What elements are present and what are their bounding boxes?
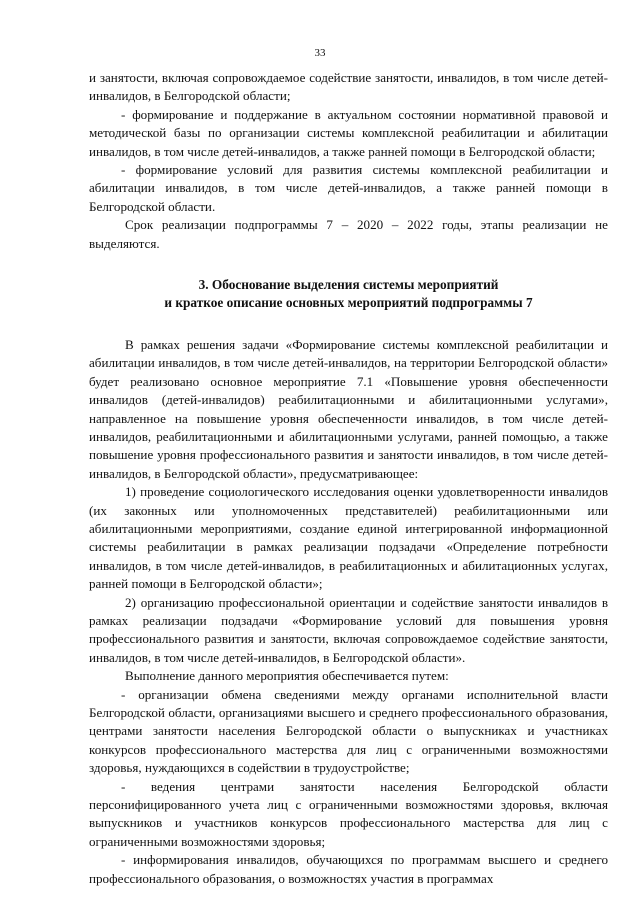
section-heading-line-1: 3. Обоснование выделения системы мероприятий (198, 277, 499, 293)
paragraph-item-2-orientation: 2) организацию профессиональной ориентации и содействие занятости инвалидов в рамках реализации подзадачи «Формирование условий для повышения уровня профессионального развития и занятости, включая сопровождаемое содействие занятости, инвалидов, в том числе детей-инвалидов, в Белгородской области». (89, 594, 608, 665)
document-body (89, 69, 608, 888)
paragraph-implementation-period: Срок реализации подпрограммы 7 – 2020 – 2022 годы, этапы реализации не выделяются. (89, 217, 608, 251)
paragraph-item-1-survey: 1) проведение социологического исследования оценки удовлетворенности инвалидов (их законных или уполномоченных представителей) реабилитационными или абилитационными мероприятиями, создание единой интегрированной информационной системы реабилитации в рамках реализации подзадачи «Определение потребности инвалидов, в том числе детей-инвалидов, в реабилитационных и абилитационных услугах, ранней помощи в Белгородской области»; (89, 484, 608, 592)
bullet-informing-students: - информирования инвалидов, обучающихся по программам высшего и среднего профессионального образования, о возможностях участия в программах (89, 852, 608, 886)
bullet-personal-records: - ведения центрами занятости населения Белгородской области персонифицированного учета лиц с ограниченными возможностями здоровья, включая выпускников и участников конкурсов профессионального мастерства для лиц с ограниченными возможностями здоровья; (89, 778, 608, 849)
bullet-information-exchange: - организации обмена сведениями между органами исполнительной власти Белгородской области, организациями высшего и среднего профессионального образования, центрами занятости населения Белгородской области о выпускниках и участниках конкурсов профессионального мастерства для лиц с ограниченными возможностями здоровья, нуждающихся в содействии в трудоустройстве; (89, 686, 608, 776)
section-heading (89, 276, 608, 313)
paragraph-employment-continuation: и занятости, включая сопровождаемое содействие занятости, инвалидов, в том числе детей-инвалидов, в Белгородской области; (89, 70, 608, 104)
paragraph-means-intro: Выполнение данного мероприятия обеспечивается путем: (125, 668, 449, 684)
bullet-regulatory-base: - формирование и поддержание в актуальном состоянии нормативной правовой и методической базы по организации системы комплексной реабилитации и абилитации инвалидов, в том числе детей-инвалидов, а также ранней помощи в Белгородской области; (89, 106, 608, 159)
page-number: 33 (314, 47, 326, 59)
section-heading-line-2: и краткое описание основных мероприятий подпрограммы 7 (164, 295, 533, 311)
paragraph-main-activity: В рамках решения задачи «Формирование системы комплексной реабилитации и абилитации инвалидов, в том числе детей-инвалидов, на территории Белгородской области» будет реализовано основное мероприятие 7.1 «Повышение уровня обеспеченности инвалидов (детей-инвалидов) реабилитационными и абилитационными услугами», направленное на повышение уровня обеспеченности инвалидов, в том числе детей-инвалидов, реабилитационными и абилитационными услугами, ранней помощью, а также повышение уровня профессионального развития и занятости инвалидов, в том числе детей-инвалидов, в Белгородской области», предусматривающее: (89, 336, 608, 481)
bullet-development-conditions: - формирование условий для развития системы комплексной реабилитации и абилитации инвалидов, в том числе детей-инвалидов, а также ранней помощи в Белгородской области. (89, 162, 608, 214)
